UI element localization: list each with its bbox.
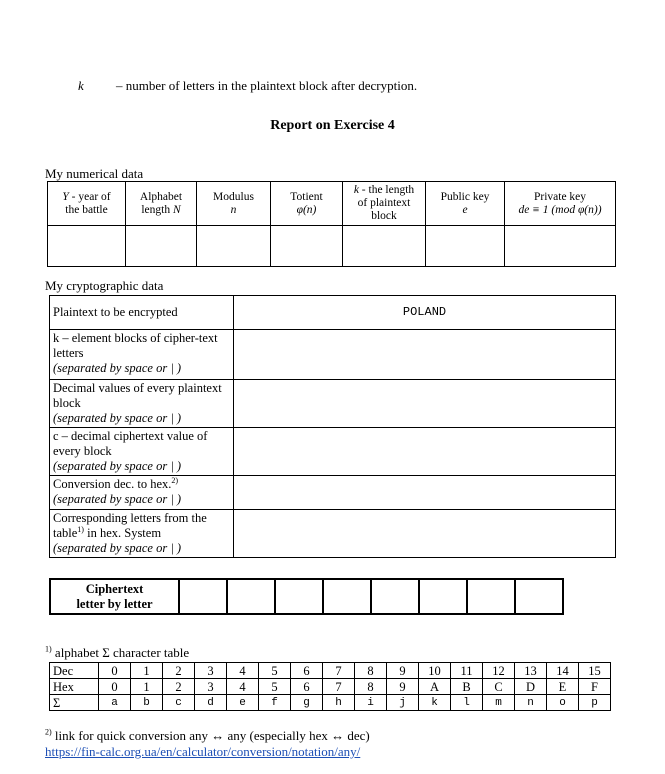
crypto-row-label: k – element blocks of cipher-text letters (separated by space or | ) — [50, 330, 234, 380]
letters-value-cell[interactable] — [234, 510, 616, 558]
alphabet-table — [49, 662, 611, 711]
row-label: Hex — [50, 679, 99, 695]
hex-value-cell[interactable] — [234, 476, 616, 510]
intro-text: – number of letters in the plaintext block after decryption. — [116, 78, 418, 93]
alphabet-sigma-cell: a — [99, 695, 131, 711]
crypto-row-label: Conversion dec. to hex.$^{2)}$ (separated by space or | ) — [50, 476, 234, 510]
alphabet-hex-cell: 7 — [323, 679, 355, 695]
alphabet-dec-cell: 9 — [387, 663, 419, 679]
alphabet-sigma-row — [50, 695, 611, 711]
crypto-data-table — [49, 295, 616, 558]
alphabet-sigma-cell: d — [195, 695, 227, 711]
public-key-value-cell[interactable] — [426, 226, 505, 267]
header-year: Y - year of the battle — [48, 182, 126, 226]
alphabet-sigma-cell: m — [483, 695, 515, 711]
alphabet-hex-cell: 5 — [259, 679, 291, 695]
alphabet-hex-cell: 8 — [355, 679, 387, 695]
alphabet-hex-row — [50, 679, 611, 695]
alphabet-dec-cell: 5 — [259, 663, 291, 679]
cipher-letter-cell[interactable] — [179, 579, 227, 614]
alphabet-dec-cell: 1 — [131, 663, 163, 679]
row-label: Dec — [50, 663, 99, 679]
alphabet-hex-cell: 3 — [195, 679, 227, 695]
alphabet-hex-cell: A — [419, 679, 451, 695]
alphabet-hex-cell: 1 — [131, 679, 163, 695]
alphabet-sigma-cell: k — [419, 695, 451, 711]
alphabet-sigma-cell: f — [259, 695, 291, 711]
alphabet-sigma-cell: e — [227, 695, 259, 711]
numerical-data-label: My numerical data — [45, 166, 144, 181]
numerical-header-row — [48, 182, 616, 226]
ciphertext-letter-table — [49, 578, 564, 615]
cipher-letter-cell[interactable] — [371, 579, 419, 614]
alphabet-sigma-cell: c — [163, 695, 195, 711]
header-modulus: Modulus n — [197, 182, 271, 226]
numerical-data-table — [47, 181, 616, 267]
header-block-length: k - the length of plaintext block — [343, 182, 426, 226]
crypto-row-hex — [50, 476, 616, 510]
ciphertext-letter-label: Ciphertext letter by letter — [50, 579, 179, 614]
alphabet-dec-cell: 10 — [419, 663, 451, 679]
alphabet-dec-cell: 12 — [483, 663, 515, 679]
crypto-row-plaintext — [50, 296, 616, 330]
alphabet-dec-cell: 11 — [451, 663, 483, 679]
footnote-1: $^{1)}$ alphabet Σ character table — [45, 644, 190, 660]
crypto-row-label: Plaintext to be encrypted — [50, 296, 234, 330]
totient-value-cell[interactable] — [271, 226, 343, 267]
cipher-letter-cell[interactable] — [467, 579, 515, 614]
crypto-row-letters — [50, 510, 616, 558]
header-private-key: Private key de ≡ 1 (mod φ(n)) — [505, 182, 616, 226]
alphabet-hex-cell: E — [547, 679, 579, 695]
alphabet-hex-cell: B — [451, 679, 483, 695]
alphabet-sigma-cell: g — [291, 695, 323, 711]
alphabet-hex-cell: 6 — [291, 679, 323, 695]
header-public-key: Public key e — [426, 182, 505, 226]
alphabet-dec-cell: 14 — [547, 663, 579, 679]
crypto-row-label: c – decimal ciphertext value of every block (separated by space or | ) — [50, 428, 234, 476]
year-value-cell[interactable] — [48, 226, 126, 267]
cipher-letter-cell[interactable] — [323, 579, 371, 614]
alphabet-dec-row — [50, 663, 611, 679]
private-key-value-cell[interactable] — [505, 226, 616, 267]
row-label: Σ — [50, 695, 99, 711]
alphabet-dec-cell: 8 — [355, 663, 387, 679]
alphabet-sigma-cell: l — [451, 695, 483, 711]
modulus-value-cell[interactable] — [197, 226, 271, 267]
crypto-row-label: Decimal values of every plaintext block (separated by space or | ) — [50, 380, 234, 428]
alphabet-sigma-cell: o — [547, 695, 579, 711]
alphabet-dec-cell: 3 — [195, 663, 227, 679]
page-title: Report on Exercise 4 — [270, 118, 395, 133]
alphabet-length-value-cell[interactable] — [126, 226, 197, 267]
alphabet-hex-cell: D — [515, 679, 547, 695]
blocks-value-cell[interactable] — [234, 330, 616, 380]
cipher-letter-cell[interactable] — [515, 579, 563, 614]
alphabet-dec-cell: 15 — [579, 663, 611, 679]
numerical-value-row — [48, 226, 616, 267]
alphabet-dec-cell: 7 — [323, 663, 355, 679]
alphabet-sigma-cell: b — [131, 695, 163, 711]
alphabet-hex-cell: 2 — [163, 679, 195, 695]
alphabet-sigma-cell: h — [323, 695, 355, 711]
alphabet-dec-cell: 0 — [99, 663, 131, 679]
alphabet-dec-cell: 6 — [291, 663, 323, 679]
header-totient: Totient φ(n) — [271, 182, 343, 226]
crypto-row-decimal — [50, 380, 616, 428]
alphabet-sigma-cell: i — [355, 695, 387, 711]
crypto-data-label: My cryptographic data — [45, 278, 164, 293]
crypto-row-ciphertext — [50, 428, 616, 476]
alphabet-sigma-cell: n — [515, 695, 547, 711]
cipher-letter-cell[interactable] — [419, 579, 467, 614]
alphabet-hex-cell: 4 — [227, 679, 259, 695]
ciphertext-value-cell[interactable] — [234, 428, 616, 476]
header-alphabet-length: Alphabet length N — [126, 182, 197, 226]
alphabet-sigma-cell: p — [579, 695, 611, 711]
plaintext-value: POLAND — [234, 296, 616, 330]
alphabet-dec-cell: 4 — [227, 663, 259, 679]
cipher-letter-cell[interactable] — [275, 579, 323, 614]
footnote-2: $^{2)}$ link for quick conversion any ↔ any (especially hex ↔ dec) — [45, 727, 370, 743]
alphabet-hex-cell: 0 — [99, 679, 131, 695]
intro-symbol: k — [78, 78, 84, 93]
decimal-value-cell[interactable] — [234, 380, 616, 428]
cipher-letter-cell[interactable] — [227, 579, 275, 614]
alphabet-dec-cell: 13 — [515, 663, 547, 679]
crypto-row-blocks — [50, 330, 616, 380]
conversion-link[interactable]: https://fin-calc.org.ua/en/calculator/conversion/notation/any/ — [45, 744, 361, 759]
alphabet-hex-cell: C — [483, 679, 515, 695]
alphabet-sigma-cell: j — [387, 695, 419, 711]
alphabet-hex-cell: F — [579, 679, 611, 695]
crypto-row-label: Corresponding letters from the table$^{1)}$ in hex. System (separated by space or | ) — [50, 510, 234, 558]
alphabet-dec-cell: 2 — [163, 663, 195, 679]
alphabet-hex-cell: 9 — [387, 679, 419, 695]
block-length-value-cell[interactable] — [343, 226, 426, 267]
